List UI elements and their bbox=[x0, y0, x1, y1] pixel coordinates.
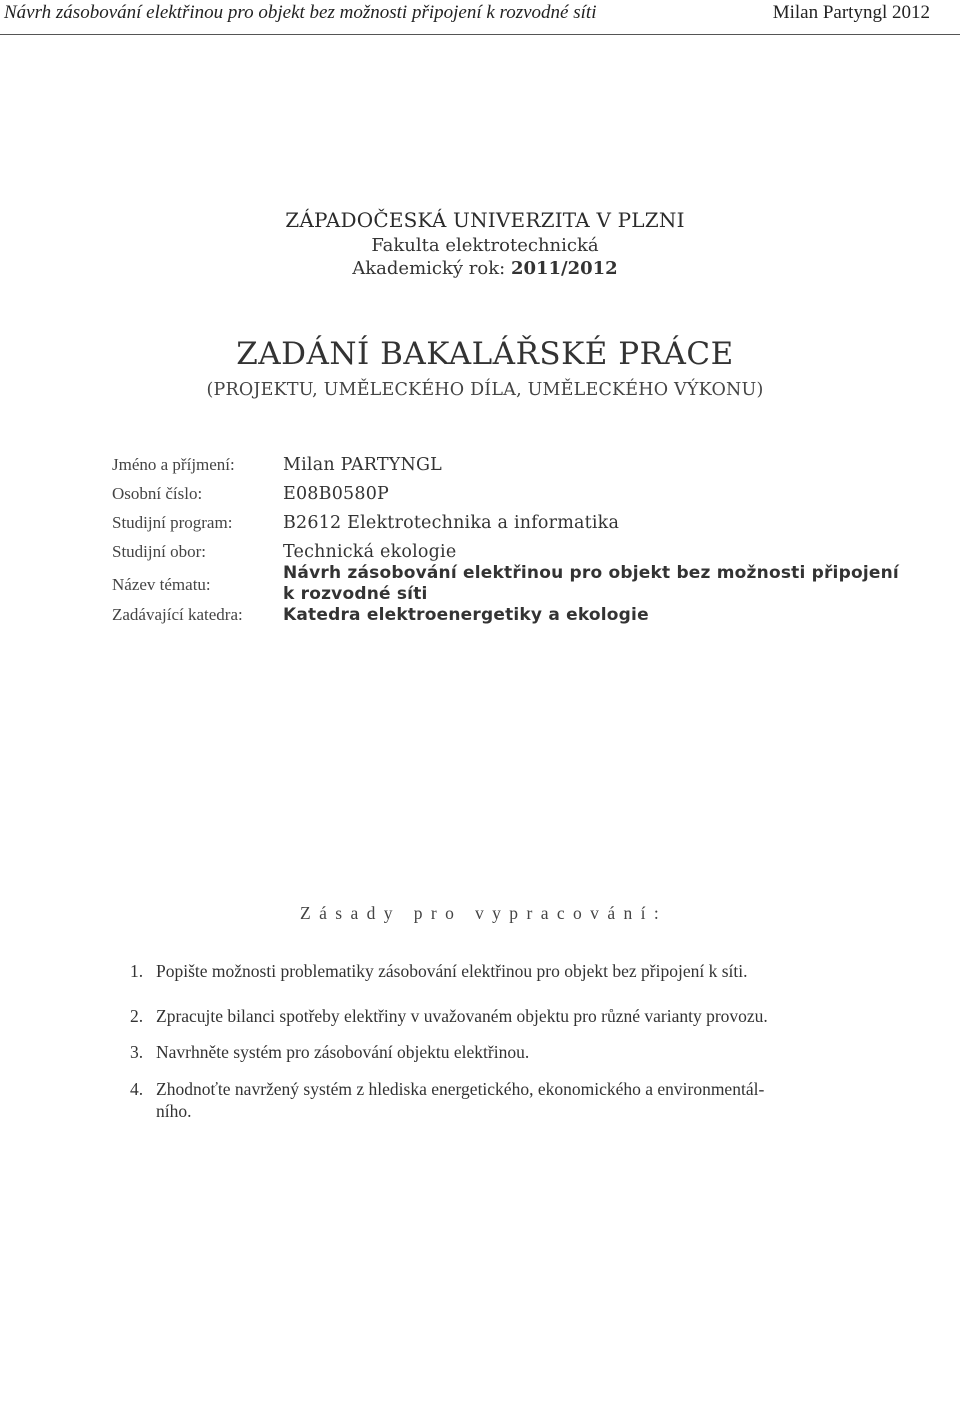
field-label: Název tématu: bbox=[112, 575, 211, 594]
field-value: Milan PARTYNGL bbox=[283, 455, 442, 475]
principle-text: Zhodnoťte navržený systém z hlediska energetického, ekonomického a environmentál- bbox=[156, 1079, 765, 1099]
principle-text-continued: ního. bbox=[156, 1101, 192, 1121]
principle-text: Popište možnosti problematiky zásobování elektřinou pro objekt bez připojení k síti. bbox=[156, 961, 748, 981]
field-label: Jméno a příjmení: bbox=[112, 455, 235, 474]
field-value: E08B0580P bbox=[283, 484, 390, 504]
field-label: Zadávající katedra: bbox=[112, 605, 243, 624]
principle-number: 2. bbox=[130, 1006, 144, 1026]
field-label: Studijní program: bbox=[112, 513, 233, 532]
faculty-name: Fakulta elektrotechnická bbox=[371, 235, 599, 256]
principles-heading: Zásady pro vypracování: bbox=[300, 903, 668, 923]
field-value: Technická ekologie bbox=[283, 542, 457, 562]
university-name: ZÁPADOČESKÁ UNIVERZITA V PLZNI bbox=[285, 208, 685, 232]
field-label: Osobní číslo: bbox=[112, 484, 203, 503]
academic-year-label: Akademický rok: bbox=[352, 258, 506, 279]
academic-year bbox=[0, 258, 960, 279]
running-header bbox=[0, 0, 960, 35]
field-value-continued: k rozvodné síti bbox=[283, 584, 428, 604]
principle-number: 4. bbox=[130, 1079, 144, 1099]
academic-year-value: 2011/2012 bbox=[510, 258, 618, 279]
field-value: Návrh zásobování elektřinou pro objekt bez možnosti připojení bbox=[283, 563, 899, 583]
header-author-year: Milan Partyngl 2012 bbox=[772, 2, 930, 23]
principle-number: 1. bbox=[130, 961, 144, 981]
principle-number: 3. bbox=[130, 1042, 144, 1062]
document-title: ZADÁNÍ BAKALÁŘSKÉ PRÁCE bbox=[236, 336, 734, 372]
document-subtitle: (PROJEKTU, UMĚLECKÉHO DÍLA, UMĚLECKÉHO VÝKONU) bbox=[206, 380, 764, 400]
principle-text: Navrhněte systém pro zásobování objektu elektřinou. bbox=[156, 1042, 530, 1062]
header-thesis-title: Návrh zásobování elektřinou pro objekt bez možnosti připojení k rozvodné síti bbox=[4, 2, 597, 23]
field-value: B2612 Elektrotechnika a informatika bbox=[283, 513, 620, 533]
principle-text: Zpracujte bilanci spotřeby elektřiny v uvažovaném objektu pro různé varianty provozu. bbox=[156, 1006, 768, 1026]
field-label: Studijní obor: bbox=[112, 542, 206, 561]
field-value: Katedra elektroenergetiky a ekologie bbox=[283, 605, 649, 625]
